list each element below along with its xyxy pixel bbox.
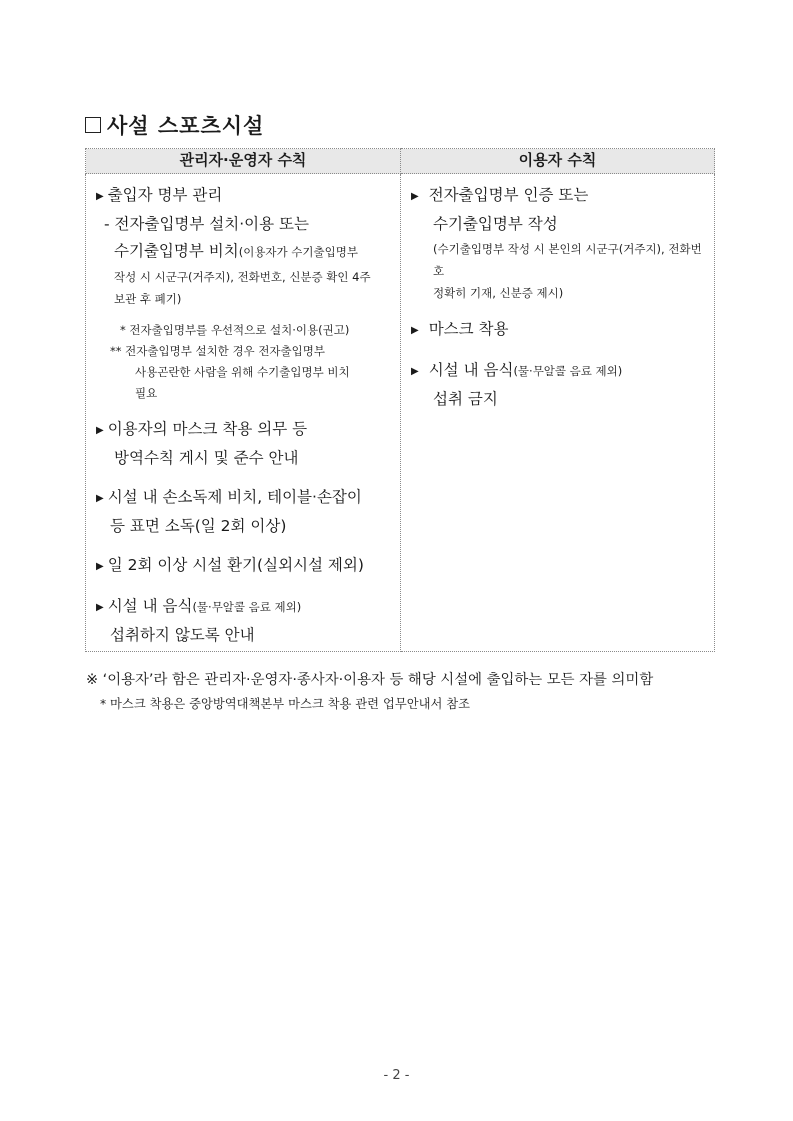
triangle-bullet-icon: ▶ [96, 602, 104, 613]
triangle-bullet-icon: ▶ [96, 493, 104, 504]
triangle-bullet-icon: ▶ [96, 191, 104, 202]
triangle-bullet-icon: ▶ [96, 561, 104, 572]
table-header-row [86, 149, 715, 174]
list-item: ▶ 출입자 명부 관리 [96, 186, 223, 204]
page-number: - 2 - [383, 1068, 410, 1083]
triangle-bullet-icon: ▶ [411, 191, 419, 202]
checkbox-icon [85, 117, 101, 133]
triangle-bullet-icon: ▶ [411, 366, 419, 377]
footnote: * 전자출입명부를 우선적으로 설치·이용(권고) [120, 323, 350, 337]
rules-table [85, 148, 715, 652]
section-title [85, 110, 264, 140]
list-item: ▶ 시설 내 음식(물·무알콜 음료 제외) [411, 361, 623, 379]
footnote: ** 전자출입명부 설치한 경우 전자출입명부 사용곤란한 사람을 위해 수기출입명부 비치 필요 [110, 344, 350, 400]
list-item: ▶ 시설 내 음식(물·무알콜 음료 제외) [96, 597, 302, 615]
section-title-text: 사설 스포츠시설 [107, 114, 265, 138]
manager-rules-cell: ▶ 출입자 명부 관리 - 전자출입명부 설치·이용 또는 수기출입명부 비치(이용자가 수기출입명부 작성 시 시군구(거주지), 전화번호, 신분증 확인 4주 보관 후 폐기) * 전자출입명부를 우선적으로 설치·이용(권고) ** 전자출입명부 설치한 경우 전자출입명부 사용곤란한 사람을 위해 수기출입명부 비치 필요 ▶ 이용자의 마스크 착용 의무 등 방역수칙 게시 및 준수 안내 ▶ 시설 내 손소독제 비치, 테이블·손잡이 등 표면 소독(일 2회 이상) ▶ 일 2회 이상 시설 환기(실외시설 제외) ▶ 시설 내 음식(물·무알콜 음료 제외) 섭취하지 않도록 안내 [86, 174, 401, 652]
triangle-bullet-icon: ▶ [96, 425, 104, 436]
sub-item: - 전자출입명부 설치·이용 또는 수기출입명부 비치(이용자가 수기출입명부 작성 시 시군구(거주지), 전화번호, 신분증 확인 4주 보관 후 폐기) [104, 215, 371, 306]
user-rules-cell: ▶ 전자출입명부 인증 또는 수기출입명부 작성 (수기출입명부 작성 시 본인의 시군구(거주지), 전화번호 정확히 기재, 신분증 제시) ▶ 마스크 착용 ▶ 시설 내 음식(물·무알콜 음료 제외) 섭취 금지 [401, 174, 715, 652]
list-item: ▶ 전자출입명부 인증 또는 [411, 186, 589, 204]
footer-subnote: * 마스크 착용은 중앙방역대책본부 마스크 착용 관련 업무안내서 참조 [100, 697, 471, 711]
list-item: ▶ 마스크 착용 [411, 320, 509, 338]
list-item: ▶ 이용자의 마스크 착용 의무 등 [96, 420, 308, 438]
header-manager-rules: 관리자·운영자 수칙 [86, 149, 401, 174]
table-row [86, 174, 715, 652]
triangle-bullet-icon: ▶ [411, 325, 419, 336]
list-item: ▶ 시설 내 손소독제 비치, 테이블·손잡이 [96, 488, 362, 506]
footer-note: ※ ‘이용자’라 함은 관리자·운영자·종사자·이용자 등 해당 시설에 출입하는 모든 자를 의미함 [86, 672, 654, 688]
header-user-rules: 이용자 수칙 [401, 149, 715, 174]
list-item: ▶ 일 2회 이상 시설 환기(실외시설 제외) [96, 556, 364, 574]
